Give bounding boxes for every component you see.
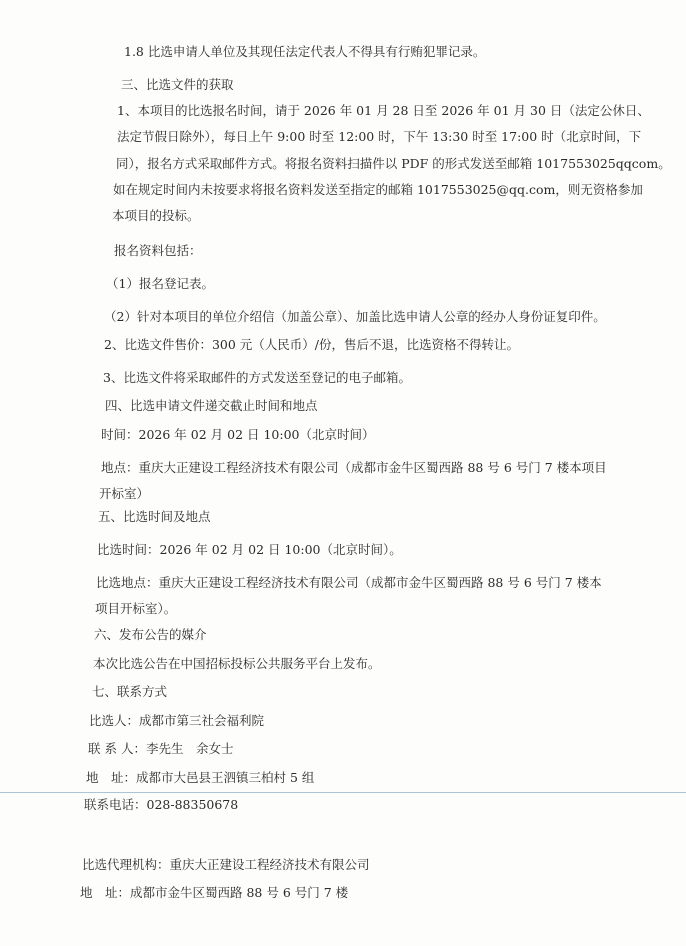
contact-line: 地 址：成都市金牛区蜀西路 88 号 6 号门 7 楼	[80, 885, 349, 900]
text-line: 本项目的投标。	[112, 208, 200, 223]
section-heading: 六、发布公告的媒介	[94, 627, 207, 642]
contact-line: 比选人：成都市第三社会福利院	[89, 713, 265, 728]
text-line: 地点：重庆大正建设工程经济技术有限公司（成都市金牛区蜀西路 88 号 6 号门 7 楼本项目	[101, 460, 607, 475]
contact-line: 地 址：成都市大邑县王泗镇三柏村 5 组	[86, 770, 315, 785]
section-heading: 三、比选文件的获取	[121, 77, 234, 92]
text-line: 比选时间：2026 年 02 月 02 日 10:00（北京时间）。	[97, 542, 402, 557]
section-heading: 四、比选申请文件递交截止时间和地点	[105, 398, 318, 413]
text-line: （2）针对本项目的单位介绍信（加盖公章）、加盖比选申请人公章的经办人身份证复印件。	[104, 309, 606, 324]
contact-line: 联 系 人：李先生 余女士	[88, 741, 234, 756]
scan-divider	[0, 792, 686, 793]
text-line: 本次比选公告在中国招标投标公共服务平台上发布。	[93, 656, 381, 671]
text-line: 法定节假日除外），每日上午 9:00 时至 12:00 时，下午 13:30 时至 17:00 时（北京时间，下	[117, 129, 642, 144]
section-heading: 五、比选时间及地点	[98, 509, 211, 524]
text-line: 如在规定时间内未按要求将报名资料发送至指定的邮箱 1017553025@qq.com，则无资格参加	[113, 182, 643, 197]
contact-line: 比选代理机构：重庆大正建设工程经济技术有限公司	[82, 857, 370, 872]
text-line: 开标室）	[99, 486, 150, 501]
text-line: 项目开标室）。	[95, 601, 177, 616]
text-line: 3、比选文件将采取邮件的方式发送至登记的电子邮箱。	[103, 370, 411, 385]
contact-line: 联系电话：028-88350678	[84, 797, 239, 812]
text-line: （1）报名登记表。	[106, 276, 214, 291]
section-heading: 七、联系方式	[92, 684, 168, 699]
text-line: 2、比选文件售价：300 元（人民币）/份，售后不退，比选资格不得转让。	[104, 337, 519, 352]
text-line: 1、本项目的比选报名时间，请于 2026 年 01 月 28 日至 2026 年 01 月 30 日（法定公休日、	[117, 103, 650, 118]
text-line: 同），报名方式采取邮件方式。将报名资料扫描件以 PDF 的形式发送至邮箱 1017553025qqcom。	[116, 156, 671, 171]
text-line: 1.8 比选申请人单位及其现任法定代表人不得具有行贿犯罪记录。	[124, 44, 486, 59]
text-line: 报名资料包括：	[114, 243, 202, 258]
text-line: 比选地点：重庆大正建设工程经济技术有限公司（成都市金牛区蜀西路 88 号 6 号门 7 楼本	[96, 575, 602, 590]
text-line: 时间：2026 年 02 月 02 日 10:00（北京时间）	[101, 427, 375, 442]
